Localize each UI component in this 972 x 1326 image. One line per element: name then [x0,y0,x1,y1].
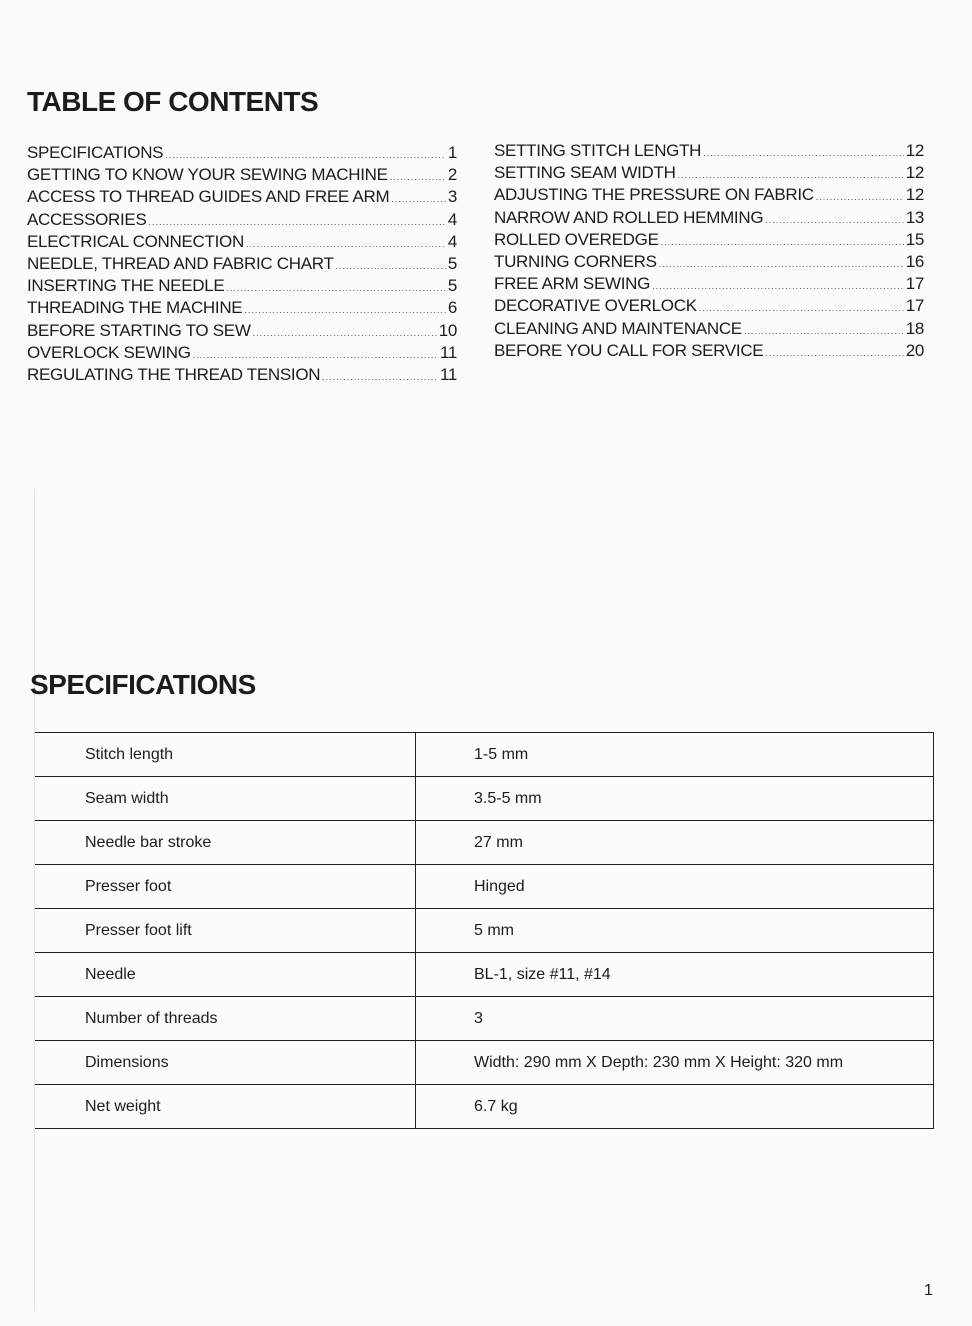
table-row [35,821,934,865]
spec-value: 3.5-5 mm [416,777,934,821]
spec-label: Presser foot [35,865,416,909]
toc-title: TABLE OF CONTENTS [27,86,319,117]
toc-dot-leader [246,239,446,249]
toc-entry[interactable] [27,232,457,254]
table-row [35,1041,934,1085]
toc-entry-label: DECORATIVE OVERLOCK [494,296,697,316]
table-row [35,909,934,953]
toc-entry[interactable] [494,185,924,207]
spec-label: Needle bar stroke [35,821,416,865]
toc-entry-label: FREE ARM SEWING [494,274,651,294]
table-row [35,865,934,909]
toc-dot-leader [336,261,446,271]
table-row [35,1085,934,1129]
spec-value: Width: 290 mm X Depth: 230 mm X Height: 320 mm [416,1041,934,1085]
toc-entry-label: BEFORE STARTING TO SEW [27,320,251,340]
toc-entry-page: 11 [439,364,457,384]
toc-dot-leader [699,303,904,313]
spec-value: BL-1, size #11, #14 [416,953,934,997]
toc-entry[interactable] [27,187,457,209]
toc-entry[interactable] [27,298,457,320]
specifications-table [35,732,934,1129]
toc-dot-leader [659,259,904,269]
toc-entry-label: ELECTRICAL CONNECTION [27,231,244,251]
spec-value: 6.7 kg [416,1085,934,1129]
toc-entry-label: NEEDLE, THREAD AND FABRIC CHART [27,253,334,273]
toc-entry-page: 13 [905,207,924,227]
toc-dot-leader [193,350,438,360]
toc-entry-label: SPECIFICATIONS [27,143,164,162]
toc-entry-label: ACCESSORIES [27,209,147,229]
toc-entry[interactable] [27,165,457,187]
toc-dot-leader [390,172,446,182]
toc-dot-leader [765,348,903,358]
toc-entry[interactable] [494,296,924,318]
toc-entry-page: 1 [447,143,457,162]
spec-label: Stitch length [35,733,416,777]
toc-dot-leader [165,150,446,160]
toc-entry-label: NARROW AND ROLLED HEMMING [494,207,764,227]
toc-entry-label: OVERLOCK SEWING [27,342,191,362]
spec-value: 3 [416,997,934,1041]
table-row [35,733,934,777]
toc-entry[interactable] [494,274,924,296]
toc-entry-label: REGULATING THE THREAD TENSION [27,364,321,384]
toc-entry[interactable] [27,321,457,343]
toc-entry-label: TURNING CORNERS [494,251,657,271]
spec-value: 27 mm [416,821,934,865]
toc-entry-page: 17 [905,296,924,316]
toc-entry-label: ACCESS TO THREAD GUIDES AND FREE ARM [27,187,390,207]
toc-entry[interactable] [494,341,924,363]
table-row [35,997,934,1041]
toc-dot-leader [816,192,904,202]
toc-entry[interactable] [27,254,457,276]
toc-entry-page: 5 [447,276,457,296]
page-number: 1 [924,1282,933,1299]
toc-entry[interactable] [494,163,924,185]
spec-label: Number of threads [35,997,416,1041]
toc-entry[interactable] [494,208,924,230]
table-row [35,777,934,821]
spec-value: 1-5 mm [416,733,934,777]
spec-label: Seam width [35,777,416,821]
toc-entry-page: 16 [905,251,924,271]
toc-dot-leader [744,326,904,336]
toc-dot-leader [253,328,437,338]
toc-dot-leader [244,305,445,315]
toc-entry-page: 12 [905,141,924,160]
toc-right-column [494,141,924,363]
toc-dot-leader [703,148,904,158]
toc-dot-leader [661,237,904,247]
toc-entry-page: 20 [905,340,924,360]
toc-entry-page: 12 [905,163,924,183]
toc-dot-leader [391,194,446,204]
toc-entry-label: BEFORE YOU CALL FOR SERVICE [494,340,764,360]
spec-label: Dimensions [35,1041,416,1085]
toc-entry-label: THREADING THE MACHINE [27,298,243,318]
spec-value: 5 mm [416,909,934,953]
toc-dot-leader [765,215,903,225]
toc-entry-page: 17 [905,274,924,294]
toc-entry-page: 15 [905,229,924,249]
toc-entry-page: 4 [447,209,457,229]
toc-entry-page: 10 [438,320,457,340]
toc-entry-page: 3 [447,187,457,207]
spec-label: Needle [35,953,416,997]
toc-entry-label: CLEANING AND MAINTENANCE [494,318,742,338]
toc-entry[interactable] [27,210,457,232]
toc-entry-label: ADJUSTING THE PRESSURE ON FABRIC [494,185,814,205]
toc-entry-page: 4 [447,231,457,251]
toc-entry-page: 6 [447,298,457,318]
toc-dot-leader [678,170,904,180]
specifications-title: SPECIFICATIONS [30,669,256,700]
spec-value: Hinged [416,865,934,909]
toc-entry-label: SETTING STITCH LENGTH [494,141,702,160]
toc-entry[interactable] [494,230,924,252]
toc-entry[interactable] [494,319,924,341]
toc-entry[interactable] [27,343,457,365]
spec-label: Net weight [35,1085,416,1129]
toc-dot-leader [226,283,445,293]
toc-dot-leader [149,217,446,227]
toc-entry[interactable] [27,143,457,165]
toc-left-column [27,143,457,387]
toc-entry[interactable] [494,252,924,274]
toc-entry[interactable] [27,276,457,298]
toc-entry-label: GETTING TO KNOW YOUR SEWING MACHINE [27,165,388,185]
toc-entry-page: 11 [439,342,457,362]
toc-entry-page: 2 [447,165,457,185]
toc-entry-page: 18 [905,318,924,338]
spec-label: Presser foot lift [35,909,416,953]
table-row [35,953,934,997]
toc-dot-leader [322,372,438,382]
toc-entry[interactable] [494,141,924,163]
toc-entry-label: SETTING SEAM WIDTH [494,163,676,183]
toc-entry[interactable] [27,365,457,387]
toc-entry-label: INSERTING THE NEEDLE [27,276,225,296]
toc-entry-page: 12 [905,185,924,205]
toc-dot-leader [652,281,904,291]
toc-entry-page: 5 [447,253,457,273]
toc-entry-label: ROLLED OVEREDGE [494,229,659,249]
